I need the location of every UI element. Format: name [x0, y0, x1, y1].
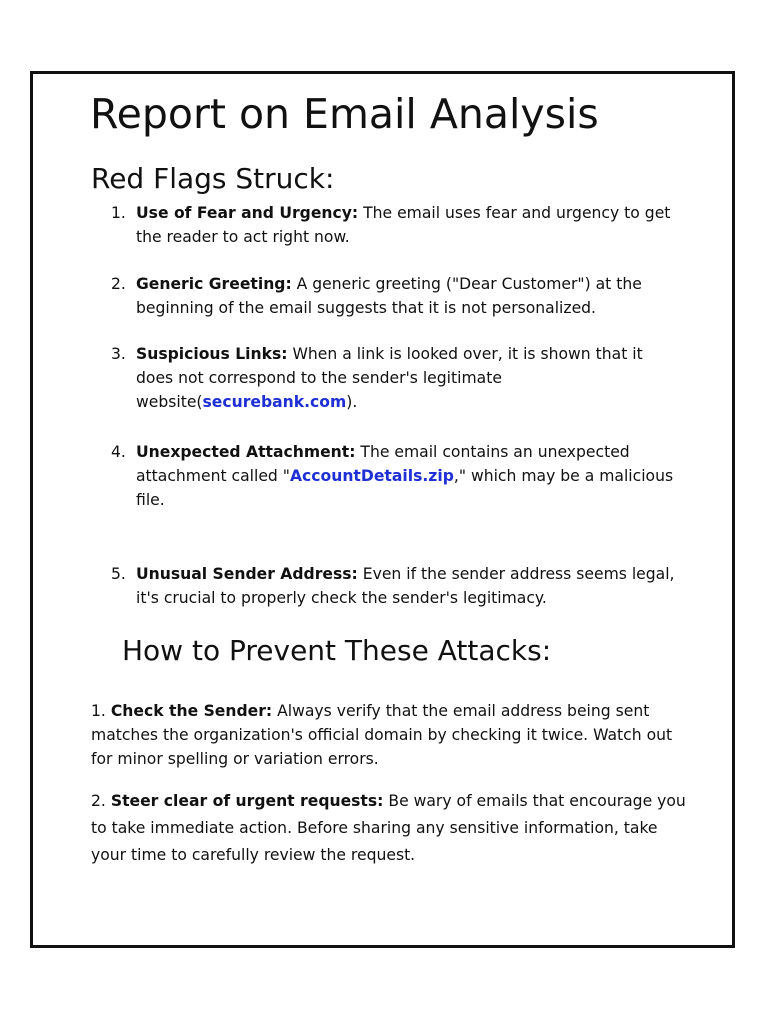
tip-term: Check the Sender:	[110, 702, 273, 720]
flag-text: The email uses fear and urgency to get the reader to act right now.	[136, 204, 671, 246]
list-number: 4.	[111, 443, 126, 461]
list-number: 1.	[111, 204, 126, 222]
flag-text-end: ," which may be a malicious file.	[136, 467, 674, 509]
prevention-heading: How to Prevent These Attacks:	[122, 634, 552, 667]
list-number: 2.	[91, 792, 111, 810]
list-number: 1.	[91, 702, 111, 720]
flag-text: A generic greeting ("Dear Customer") at the beginning of the email suggests that it is not personalized.	[136, 275, 642, 317]
red-flag-item-suspicious-links	[111, 342, 681, 414]
prevention-item-check-sender	[91, 699, 691, 771]
tip-text: Be wary of emails that encourage you to take immediate action. Before sharing any sensitive information, take your time to carefully review the request.	[91, 792, 686, 864]
red-flag-item-generic-greeting	[111, 272, 681, 320]
flag-text: The email contains an unexpected attachment called "	[136, 443, 630, 485]
list-number: 3.	[111, 345, 126, 363]
tip-text: Always verify that the email address being sent matches the organization's official domain by checking it twice. Watch out for minor spelling or variation errors.	[91, 702, 673, 768]
attachment-link[interactable]: AccountDetails.zip	[289, 467, 454, 485]
flag-term: Generic Greeting:	[136, 275, 292, 293]
flag-text: When a link is looked over, it is shown that it does not correspond to the sender's legitimate website(	[136, 345, 643, 411]
flag-term: Suspicious Links:	[136, 345, 288, 363]
list-number: 2.	[111, 275, 126, 293]
flag-term: Unexpected Attachment:	[136, 443, 356, 461]
prevention-item-urgent-requests	[91, 788, 691, 869]
red-flag-item-unusual-sender	[111, 562, 681, 610]
red-flags-heading: Red Flags Struck:	[91, 162, 335, 195]
list-number: 5.	[111, 565, 126, 583]
securebank-link[interactable]: securebank.com	[202, 393, 347, 411]
flag-text-end: ).	[346, 393, 358, 411]
flag-text: Even if the sender address seems legal, it's crucial to properly check the sender's legitimacy.	[136, 565, 675, 607]
red-flag-item-unexpected-attachment	[111, 440, 681, 512]
flag-term: Unusual Sender Address:	[136, 565, 358, 583]
flag-term: Use of Fear and Urgency:	[136, 204, 359, 222]
tip-term: Steer clear of urgent requests:	[110, 792, 384, 810]
red-flag-item-fear-urgency	[111, 201, 681, 249]
report-title: Report on Email Analysis	[90, 90, 599, 138]
